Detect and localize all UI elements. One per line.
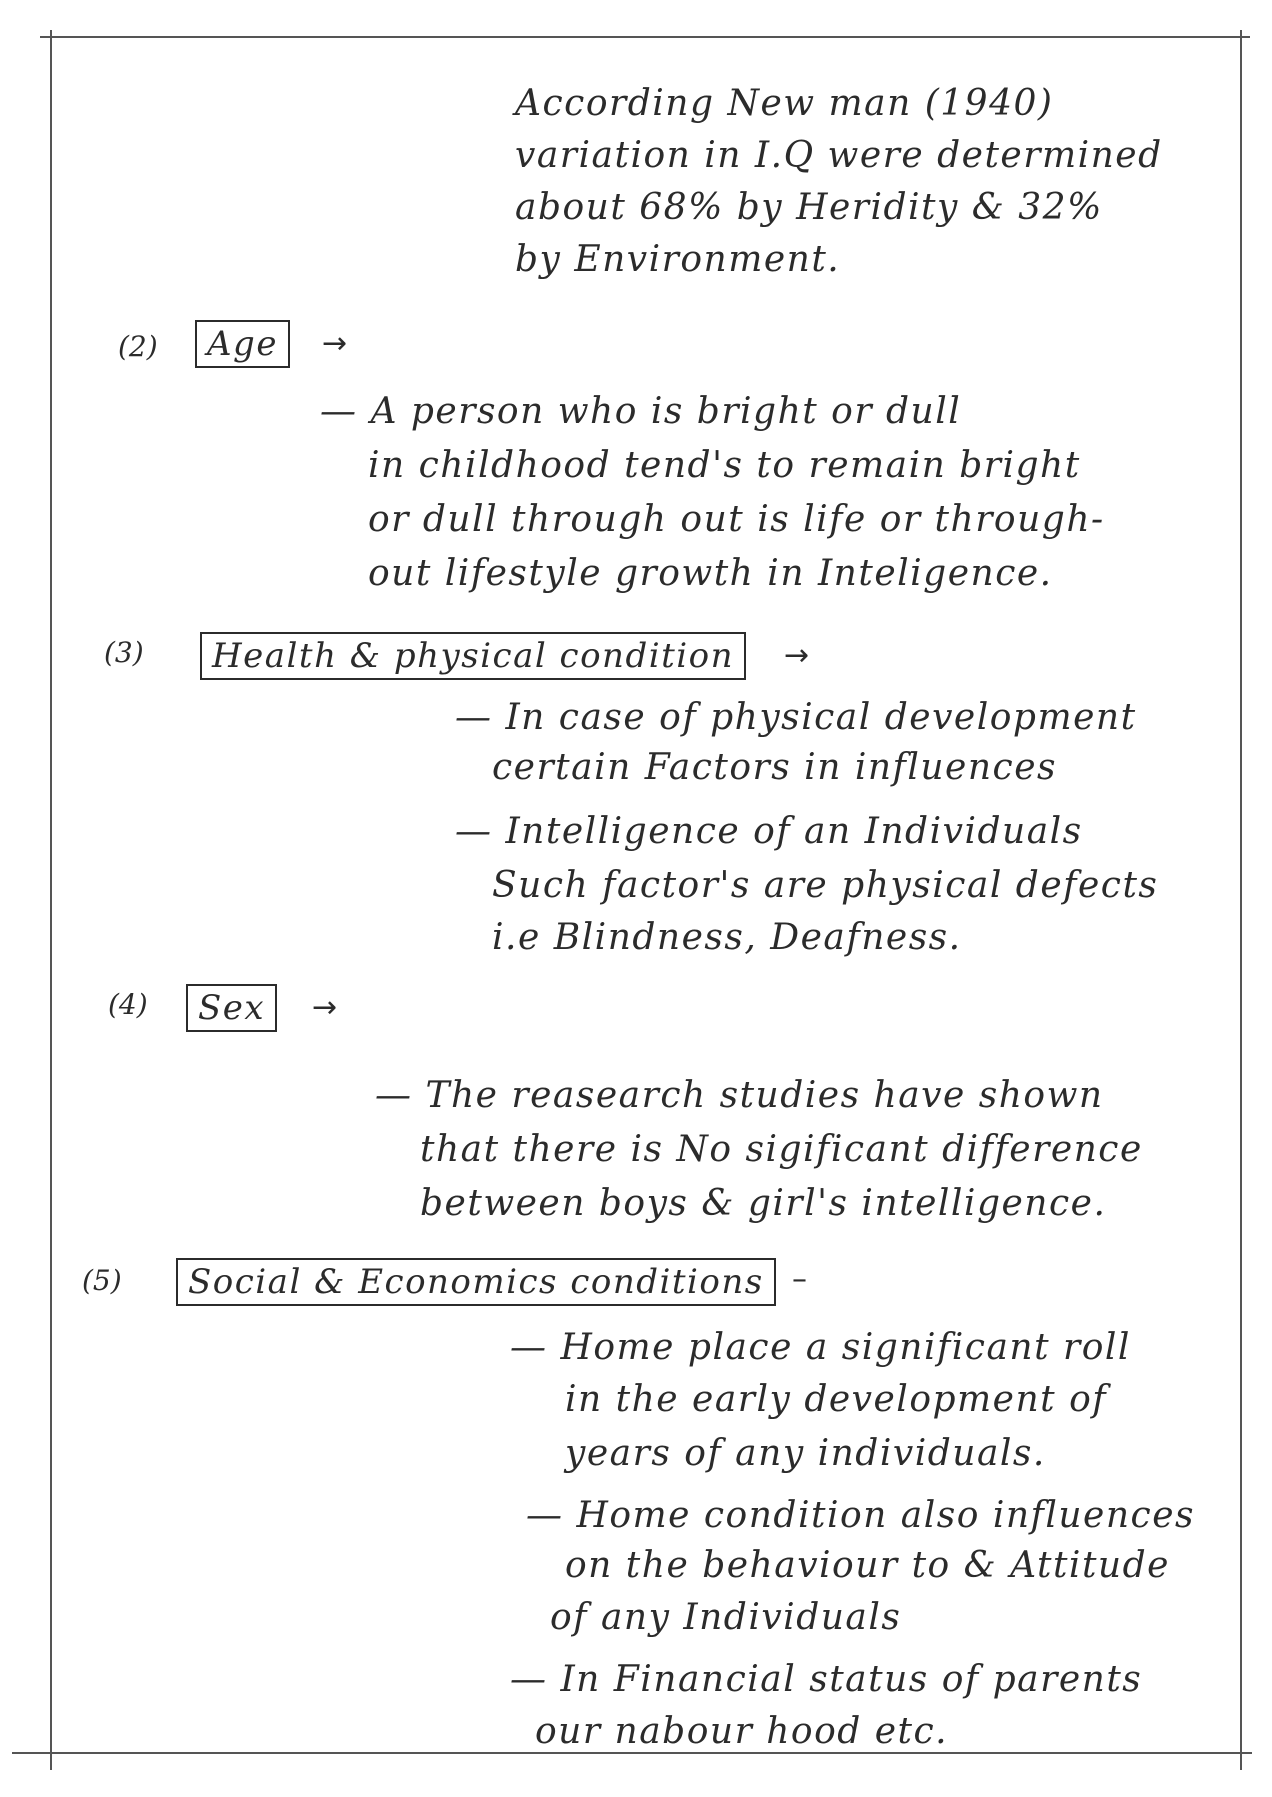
section-line: — Home condition also influences: [526, 1495, 1195, 1536]
section-line: certain Factors in influences: [492, 747, 1057, 788]
section-number: (2): [118, 330, 158, 363]
section-line: — Intelligence of an Individuals: [455, 811, 1083, 852]
intro-line: by Environment.: [515, 239, 841, 280]
intro-line: variation in I.Q were determined: [515, 135, 1163, 176]
intro-line: about 68% by Heridity & 32%: [515, 187, 1103, 228]
section-line: — In case of physical development: [455, 697, 1137, 738]
section-line: of any Individuals: [550, 1597, 902, 1638]
section-line: in the early development of: [565, 1379, 1108, 1420]
section-line: — The reasearch studies have shown: [375, 1075, 1104, 1116]
arrow-icon: →: [784, 638, 810, 673]
section-line: — A person who is bright or dull: [320, 391, 962, 432]
page-border-top: [40, 36, 1250, 38]
section-number: (5): [82, 1264, 122, 1297]
section-heading-sex: Sex: [186, 984, 277, 1032]
dash-mark: –: [792, 1262, 807, 1297]
section-line: — Home place a significant roll: [510, 1327, 1131, 1368]
section-line: i.e Blindness, Deafness.: [492, 917, 962, 958]
arrow-icon: →: [322, 326, 348, 361]
section-line: in childhood tend's to remain bright: [368, 445, 1081, 486]
section-line: that there is No sigificant difference: [420, 1129, 1143, 1170]
page-border-right: [1240, 30, 1242, 1770]
section-heading-social: Social & Economics conditions: [176, 1258, 776, 1306]
section-line: or dull through out is life or through-: [368, 499, 1105, 540]
section-line: on the behaviour to & Attitude: [565, 1545, 1170, 1586]
section-number: (3): [104, 636, 144, 669]
section-heading-age: Age: [195, 320, 290, 368]
section-line: out lifestyle growth in Inteligence.: [368, 553, 1053, 594]
section-line: Such factor's are physical defects: [492, 865, 1159, 906]
section-line: between boys & girl's intelligence.: [420, 1183, 1107, 1224]
section-line: our nabour hood etc.: [535, 1711, 949, 1752]
section-line: — In Financial status of parents: [510, 1659, 1143, 1700]
arrow-icon: →: [312, 990, 338, 1025]
section-number: (4): [108, 988, 148, 1021]
section-heading-health: Health & physical condition: [200, 632, 746, 680]
intro-line: According New man (1940): [515, 83, 1054, 124]
section-line: years of any individuals.: [565, 1433, 1046, 1474]
page-border-left: [50, 30, 52, 1770]
